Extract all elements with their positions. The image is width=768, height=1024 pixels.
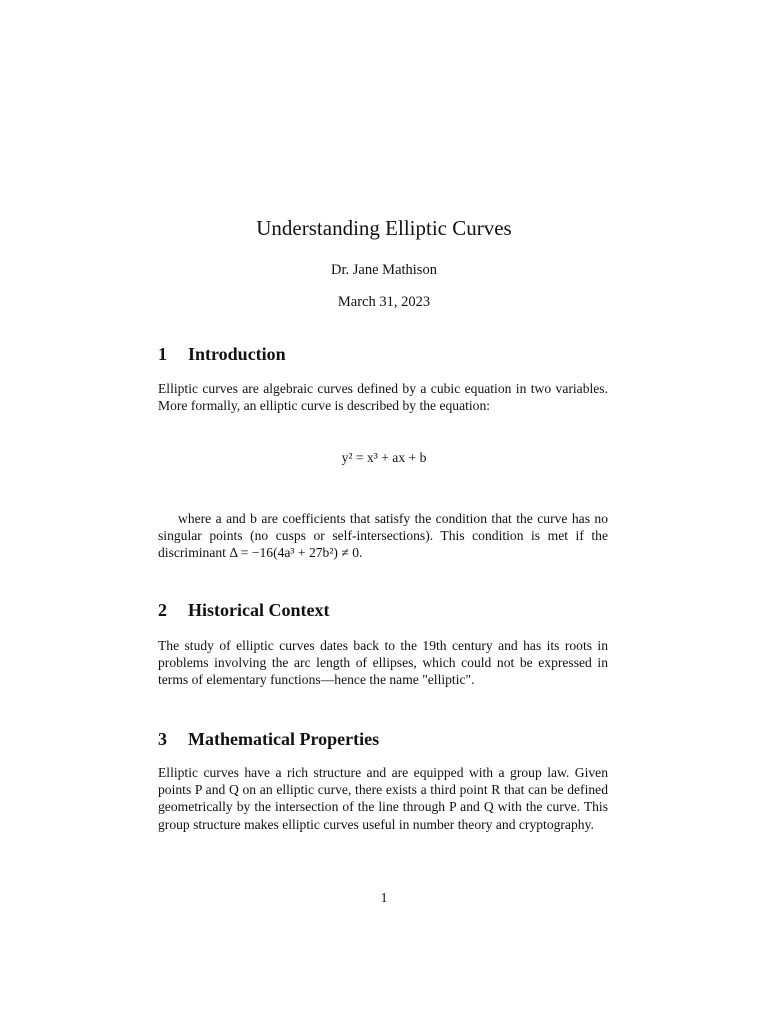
section-number: 1 xyxy=(158,344,167,364)
paper-author: Dr. Jane Mathison xyxy=(331,262,437,278)
section-3-paragraph-1: Elliptic curves have a rich structure and are equipped with a group law. Given points P and Q on an elliptic curve, there exists a third point R that can be defined geometrically by the intersection of the line through P and Q with the curve. This group structure makes elliptic curves useful in number theory and cryptography. xyxy=(158,765,608,832)
section-2-paragraph-1: The study of elliptic curves dates back to the 19th century and has its roots in problems involving the arc length of ellipses, which could not be expressed in terms of elementary functions—hence the name "elliptic". xyxy=(158,638,608,688)
section-1-paragraph-1: Elliptic curves are algebraic curves defined by a cubic equation in two variables. More formally, an elliptic curve is described by the equation: xyxy=(158,381,608,414)
section-title: Historical Context xyxy=(188,600,330,620)
section-heading-mathematical-properties xyxy=(158,729,379,750)
section-1-paragraph-2: where a and b are coefficients that satisfy the condition that the curve has no singular points (no cusps or self-intersections). This condition is met if the discriminant Δ = −16(4a³ + 27b²) ≠ 0. xyxy=(158,511,608,561)
paper-title: Understanding Elliptic Curves xyxy=(256,216,512,240)
cubic-equation: y² = x³ + ax + b xyxy=(341,450,427,465)
section-heading-historical-context xyxy=(158,600,329,621)
page-number: 1 xyxy=(380,890,388,905)
paper-date: March 31, 2023 xyxy=(337,294,431,310)
section-title: Mathematical Properties xyxy=(188,729,380,749)
section-number: 2 xyxy=(158,600,167,620)
section-number: 3 xyxy=(158,729,167,749)
section-heading-introduction xyxy=(158,344,286,365)
section-title: Introduction xyxy=(188,344,286,364)
